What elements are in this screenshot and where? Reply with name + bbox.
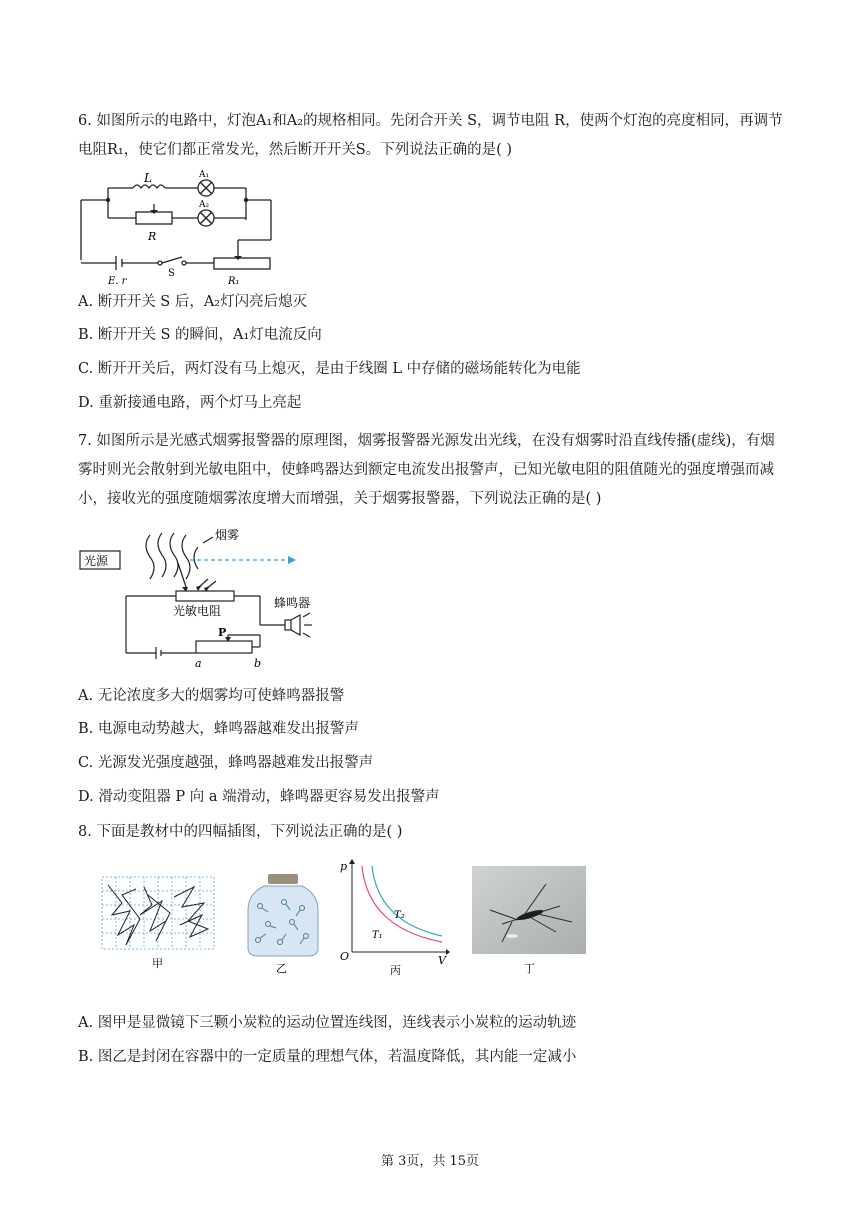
q6-stem: 6. 如图所示的电路中，灯泡A₁和A₂的规格相同。先闭合开关 S，调节电阻 R，使两个灯泡的亮度相同，再调节电阻R₁，使它们都正常发光，然后断开开关S。下列说法正确的是( ) (78, 113, 783, 158)
q7-option-d: D. 滑动变阻器 P 向 a 端滑动，蜂鸣器更容易发出报警声 (78, 789, 440, 805)
caption-ding: 丁 (524, 962, 535, 975)
q8-stem: 8. 下面是教材中的四幅插图，下列说法正确的是( ) (78, 824, 403, 840)
graph-label-O: O (340, 950, 350, 963)
label-Er: E. r (108, 276, 127, 287)
q8-option-a: A. 图甲是显微镜下三颗小炭粒的运动位置连线图，连线表示小炭粒的运动轨迹 (78, 1015, 577, 1031)
label-R: R (148, 230, 157, 243)
label-S: S (168, 268, 175, 279)
label-a: a (195, 657, 202, 670)
q6-option-d: D. 重新接通电路，两个灯马上亮起 (78, 395, 302, 411)
label-b: b (254, 657, 262, 670)
q7-option-a: A. 无论浓度多大的烟雾均可使蜂鸣器报警 (78, 688, 345, 704)
graph-label-p: p (340, 860, 348, 873)
q6-option-a: A. 断开开关 S 后，A₂灯闪亮后熄灭 (78, 294, 308, 310)
q7-stem: 7. 如图所示是光感式烟雾报警器的原理图，烟雾报警器光源发出光线，在没有烟雾时沿直线传播(虚线)，有烟雾时则光会散射到光敏电阻中，使蜂鸣器达到额定电流发出报警声，已知光敏电阻的阻值随光的强度增强而减小，接收光的强度随烟雾浓度增大而增强，关于烟雾报警器，下列说法正确的是( ) (78, 433, 775, 507)
label-smoke: 烟雾 (215, 528, 240, 542)
label-R1: R₁ (228, 276, 240, 287)
q8-figure-yi-gas-jar (244, 872, 322, 975)
q6-circuit-diagram (78, 170, 278, 288)
q8-figure-ding-water-strider-photo (472, 866, 586, 976)
label-A2: A₂ (199, 200, 210, 210)
caption-yi: 乙 (276, 962, 287, 975)
graph-label-T1: T₁ (372, 930, 383, 941)
q8-figure-bing-pv-graph (338, 858, 450, 975)
q7-option-b: B. 电源电动势越大，蜂鸣器越难发出报警声 (78, 721, 359, 737)
q7-option-c: C. 光源发光强度越强，蜂鸣器越难发出报警声 (78, 755, 374, 771)
graph-label-V: V (438, 954, 446, 967)
q6-option-c: C. 断开开关后，两灯没有马上熄灭，是由于线圈 L 中存储的磁场能转化为电能 (78, 361, 581, 377)
label-A1: A₁ (199, 170, 210, 180)
q7-smoke-alarm-diagram (78, 525, 318, 670)
label-light-source: 光源 (84, 554, 109, 568)
caption-jia: 甲 (152, 957, 163, 970)
graph-label-T2: T₂ (394, 910, 405, 921)
label-photoresistor: 光敏电阻 (173, 604, 222, 618)
caption-bing: 丙 (390, 964, 401, 975)
label-P: P (218, 626, 227, 639)
label-buzzer: 蜂鸣器 (274, 596, 311, 610)
q6-option-b: B. 断开开关 S 的瞬间，A₁灯电流反向 (78, 327, 322, 343)
page-footer: 第 3页，共 15页 (380, 1154, 480, 1169)
q8-option-b: B. 图乙是封闭在容器中的一定质量的理想气体，若温度降低，其内能一定减小 (78, 1049, 577, 1065)
label-L: L (144, 171, 152, 185)
q8-figure-jia-brownian (100, 875, 218, 973)
